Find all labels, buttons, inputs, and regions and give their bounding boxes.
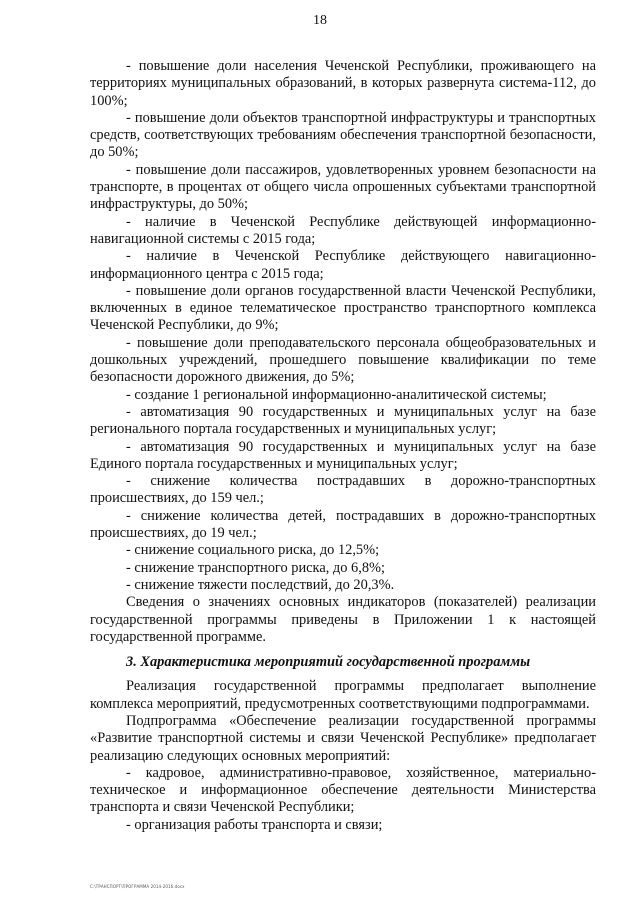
list-item: - повышение доли объектов транспортной инфраструктуры и транспортных средств, соответствующих требованиям обеспечения транспортной безопасности, до 50%;: [90, 109, 596, 161]
list-item: - повышение доли пассажиров, удовлетворенных уровнем безопасности на транспорте, в процентах от общего числа опрошенных субъектами транспортной инфраструктуры, до 50%;: [90, 161, 596, 213]
list-item: - снижение транспортного риска, до 6,8%;: [126, 559, 385, 576]
list-item: - снижение количества пострадавших в дорожно-транспортных происшествиях, до 159 чел.;: [90, 473, 596, 507]
list-item: - автоматизация 90 государственных и муниципальных услуг на базе Единого портала государственных и муниципальных услуг;: [90, 438, 596, 472]
page-number: 18: [313, 13, 327, 28]
indicators-list: [90, 58, 596, 646]
list-item: - кадровое, административно-правовое, хозяйственное, материально-техническое и информационное обеспечение деятельности Министерства транспорта и связи Чеченской Республики;: [90, 764, 596, 816]
list-item: - наличие в Чеченской Республике действующей информационно-навигационной системы с 2015 года;: [90, 213, 596, 247]
list-item: - создание 1 региональной информационно-аналитической системы;: [126, 386, 547, 403]
measures-section: [90, 678, 596, 834]
list-item: - организация работы транспорта и связи;: [126, 816, 383, 833]
body-paragraph: Реализация государственной программы предполагает выполнение комплекса мероприятий, предусмотренных соответствующими подпрограммами.: [90, 678, 596, 712]
list-item: - повышение доли органов государственной власти Чеченской Республики, включенных в единое телематическое пространство транспортного комплекса Чеченской Республики, до 9%;: [90, 282, 596, 334]
list-item: - снижение тяжести последствий, до 20,3%.: [126, 576, 395, 593]
list-item: - повышение доли населения Чеченской Республики, проживающего на территориях муниципальных образований, в которых развернута система-112, до 100%;: [90, 58, 596, 109]
list-item: - повышение доли преподавательского персонала общеобразовательных и дошкольных учреждений, прошедшего повышение квалификации по теме безопасности дорожного движения, до 5%;: [90, 334, 596, 386]
document-body: [90, 58, 596, 834]
body-paragraph: Подпрограмма «Обеспечение реализации государственной программы «Развитие транспортной системы и связи Чеченской Республике» предполагает реализацию следующих основных мероприятий:: [90, 712, 596, 764]
list-item: - наличие в Чеченской Республике действующего навигационно-информационного центра с 2015 года;: [90, 248, 596, 282]
footer-file-path: С:\ТРАНСПОРТ\ПРОГРАММА 2014-2016.docx: [90, 884, 185, 889]
list-item: - снижение социального риска, до 12,5%;: [126, 542, 380, 559]
list-item: - автоматизация 90 государственных и муниципальных услуг на базе регионального портала государственных и муниципальных услуг;: [90, 403, 596, 438]
indicators-reference-paragraph: Сведения о значениях основных индикаторов (показателей) реализации государственной программы приведены в Приложении 1 к настоящей государственной программе.: [90, 594, 596, 645]
section-heading: 3. Характеристика мероприятий государственной программы: [126, 654, 531, 671]
list-item: - снижение количества детей, пострадавших в дорожно-транспортных происшествиях, до 19 чел.;: [90, 507, 596, 542]
